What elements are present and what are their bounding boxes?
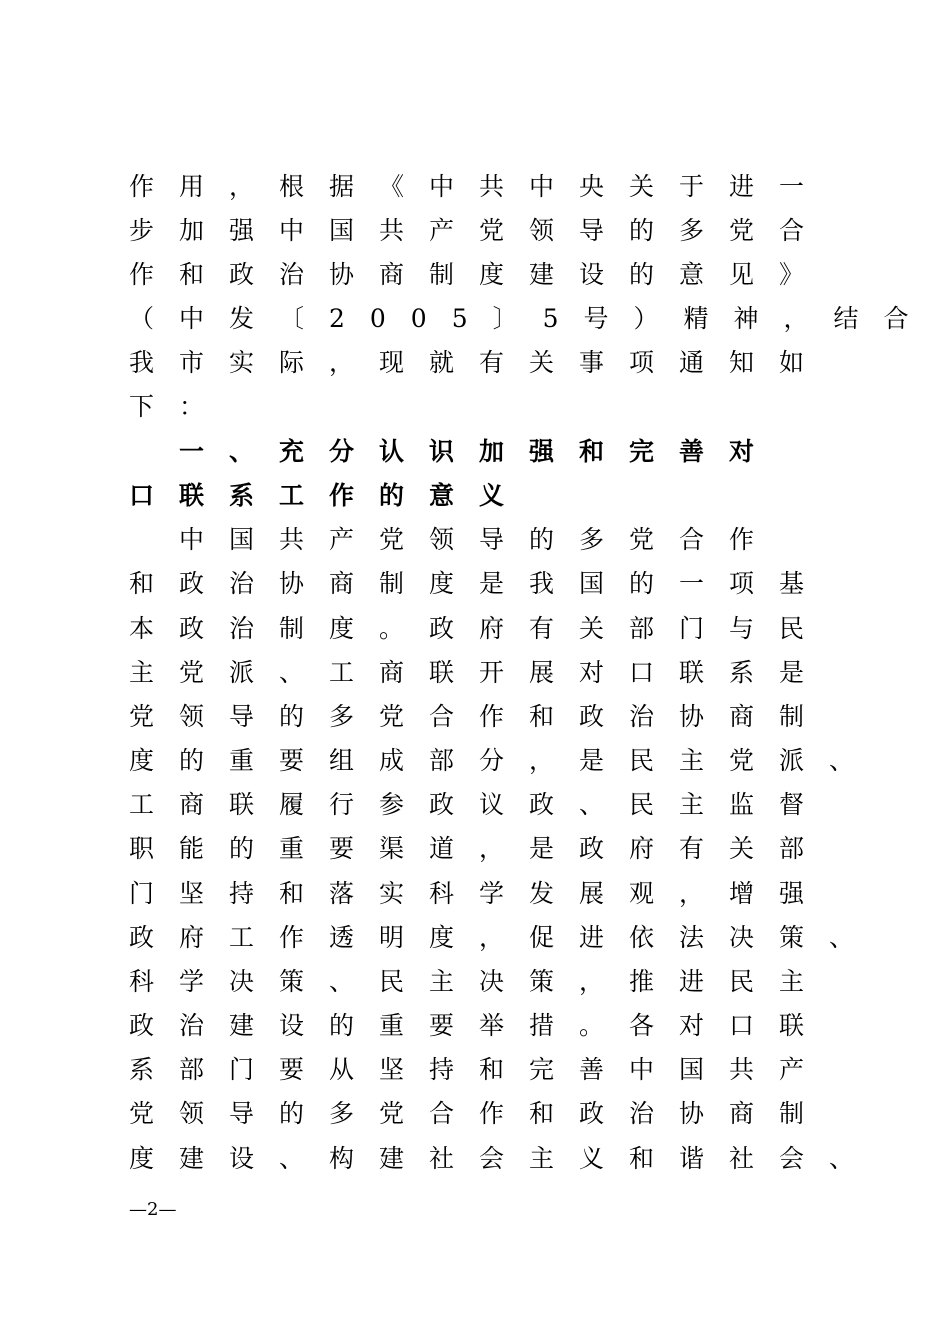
body-line-5: 我市实际，现就有关事项通知如 <box>129 348 830 377</box>
body-line-19: 系部门要从坚持和完善中国共产 <box>129 1055 830 1084</box>
body-line-10: 主党派、工商联开展对口联系是 <box>129 658 830 687</box>
section-heading-line-1: 一、充分认识加强和完善对 <box>129 437 780 466</box>
body-line-6: 下： <box>129 392 230 421</box>
body-line-21: 度建设、构建社会主义和谐社会、 <box>129 1144 880 1173</box>
body-line-9: 本政治制度。政府有关部门与民 <box>129 614 830 643</box>
body-line-12: 度的重要组成部分，是民主党派、 <box>129 746 880 775</box>
body-line-20: 党领导的多党合作和政治协商制 <box>129 1099 830 1128</box>
body-line-16: 政府工作透明度，促进依法决策、 <box>129 923 880 952</box>
body-line-2: 步加强中国共产党领导的多党合 <box>129 216 830 245</box>
section-heading-line-2: 口联系工作的意义 <box>129 481 530 510</box>
body-line-8: 和政治协商制度是我国的一项基 <box>129 569 830 598</box>
page-number: —2— <box>129 1199 177 1220</box>
body-line-13: 工商联履行参政议政、民主监督 <box>129 790 830 819</box>
body-line-14: 职能的重要渠道，是政府有关部 <box>129 834 830 863</box>
body-line-1: 作用，根据《中共中央关于进一 <box>129 172 830 201</box>
body-line-11: 党领导的多党合作和政治协商制 <box>129 702 830 731</box>
body-line-15: 门坚持和落实科学发展观，增强 <box>129 879 830 908</box>
body-line-17: 科学决策、民主决策，推进民主 <box>129 967 830 996</box>
body-line-7: 中国共产党领导的多党合作 <box>129 525 780 554</box>
body-line-3: 作和政治协商制度建设的意见》 <box>129 260 830 289</box>
body-line-4: （中发〔2005〕5号）精神，结合 <box>129 304 934 333</box>
body-line-18: 政治建设的重要举措。各对口联 <box>129 1011 830 1040</box>
